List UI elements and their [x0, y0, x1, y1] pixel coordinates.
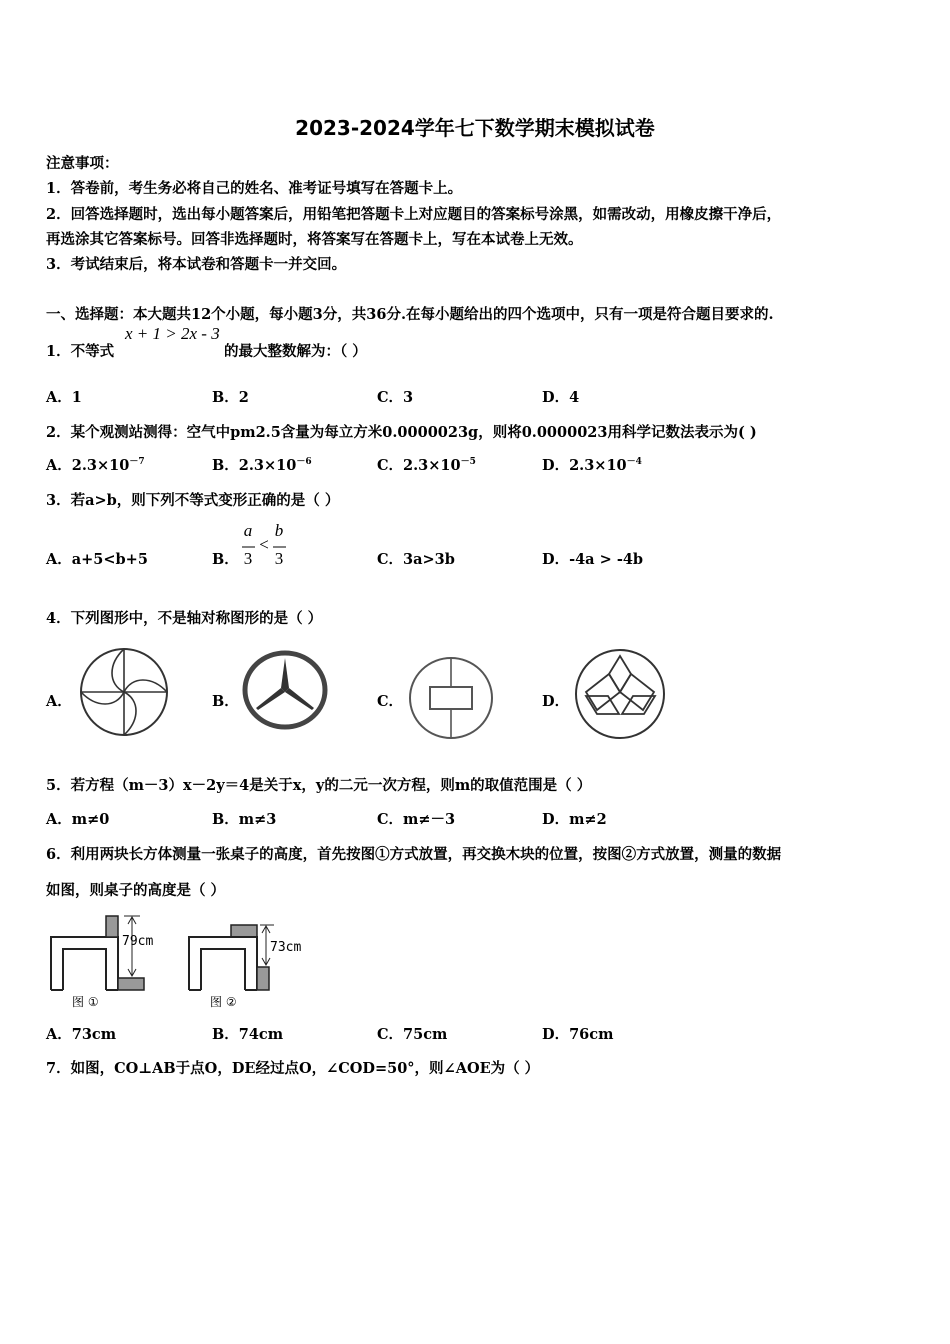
q4-option-a-label: A．	[46, 693, 72, 710]
q2-option-b-label: B．2.3×10	[212, 457, 297, 474]
q2-option-c	[377, 454, 476, 475]
question-4: 4．下列图形中，不是轴对称图形的是（ ）	[46, 610, 323, 627]
q3-option-a: A．a+5<b+5	[46, 551, 148, 568]
q4-option-c-label: C．	[377, 693, 404, 710]
q6-option-d: D．76cm	[542, 1026, 614, 1043]
q3-fraction-bars	[240, 546, 290, 548]
q1-option-b: B．2	[212, 389, 249, 406]
q3-frac-den-2: 3	[274, 549, 284, 568]
q6-figure-2-measure: 73cm	[270, 940, 302, 955]
q5-option-a: A．m≠0	[46, 811, 110, 828]
notice-item: 2．回答选择题时，选出每小题答案后，用铅笔把答题卡上对应题目的答案标号涂黑，如需改动，用橡皮擦干净后，	[46, 206, 782, 223]
q6-figure-2-table	[186, 920, 316, 992]
q2-option-b-exp: －6	[296, 457, 312, 467]
q3-option-b-label: B．	[212, 551, 239, 568]
q4-figure-d-diamonds	[572, 648, 668, 740]
q3-frac-num-2: b	[274, 521, 284, 540]
q3-frac-rel: <	[259, 535, 269, 554]
question-6-line-2: 如图，则桌子的高度是（ ）	[46, 882, 226, 899]
q5-option-c: C．m≠－3	[377, 811, 456, 828]
question-6-line-1: 6．利用两块长方体测量一张桌子的高度，首先按图①方式放置，再交换木块的位置，按图②方式放置，测量的数据	[46, 846, 782, 863]
q3-option-d: D．-4a > -4b	[542, 551, 644, 568]
q3-option-c: C．3a>3b	[377, 551, 455, 568]
q2-option-a-label: A．2.3×10	[46, 457, 130, 474]
notice-item: 1．答卷前，考生务必将自己的姓名、准考证号填写在答题卡上。	[46, 180, 463, 197]
q1-option-c: C．3	[377, 389, 414, 406]
q4-figure-c-circle-rect	[406, 655, 496, 741]
q6-option-a: A．73cm	[46, 1026, 117, 1043]
q2-option-b	[212, 454, 312, 475]
q6-figure-1-caption: 图 ①	[72, 995, 99, 1009]
q6-figure-1-measure: 79cm	[122, 934, 154, 949]
question-1-prefix: 1．不等式	[46, 343, 115, 360]
q2-option-c-label: C．2.3×10	[377, 457, 461, 474]
q1-option-d: D．4	[542, 389, 580, 406]
q3-frac-den-1: 3	[243, 549, 253, 568]
page-title: 2023-2024学年七下数学期末模拟试卷	[295, 116, 655, 140]
q6-figure-2-caption: 图 ②	[210, 995, 237, 1009]
question-1-expression: x + 1 > 2x - 3	[125, 324, 220, 343]
q6-option-c: C．75cm	[377, 1026, 448, 1043]
q2-option-d-exp: －4	[626, 457, 642, 467]
q2-option-a-exp: －7	[129, 457, 145, 467]
q4-figure-a-pinwheel	[78, 646, 170, 738]
q6-option-b: B．74cm	[212, 1026, 284, 1043]
q6-figure-1-table	[48, 912, 178, 992]
q5-option-d: D．m≠2	[542, 811, 607, 828]
notice-heading: 注意事项：	[46, 155, 119, 172]
q3-frac-num-1: a	[243, 521, 253, 540]
notice-item: 再选涂其它答案标号。回答非选择题时，将答案写在答题卡上，写在本试卷上无效。	[46, 231, 583, 248]
q1-option-a: A．1	[46, 389, 82, 406]
question-3: 3．若a>b，则下列不等式变形正确的是（ ）	[46, 492, 340, 509]
question-1-suffix: 的最大整数解为：（ ）	[224, 343, 367, 360]
section-heading: 一、选择题：本大题共12个小题，每小题3分，共36分.在每小题给出的四个选项中，只有一项是符合题目要求的.	[46, 306, 774, 323]
question-5: 5．若方程（m－3）x－2y＝4是关于x，y的二元一次方程，则m的取值范围是（ ）	[46, 777, 592, 794]
notice-item: 3．考试结束后，将本试卷和答题卡一并交回。	[46, 256, 347, 273]
q4-figure-b-star-logo	[242, 650, 328, 730]
q4-option-b-label: B．	[212, 693, 239, 710]
q5-option-b: B．m≠3	[212, 811, 277, 828]
question-2: 2．某个观测站测得：空气中pm2.5含量为每立方米0.0000023g，则将0.0000023用科学记数法表示为( )	[46, 424, 757, 441]
q2-option-d	[542, 454, 642, 475]
q2-option-a	[46, 454, 145, 475]
q2-option-c-exp: －5	[460, 457, 476, 467]
question-7: 7．如图，CO⊥AB于点O，DE经过点O，∠COD=50°，则∠AOE为（ ）	[46, 1060, 540, 1077]
q4-option-d-label: D．	[542, 693, 570, 710]
q2-option-d-label: D．2.3×10	[542, 457, 627, 474]
